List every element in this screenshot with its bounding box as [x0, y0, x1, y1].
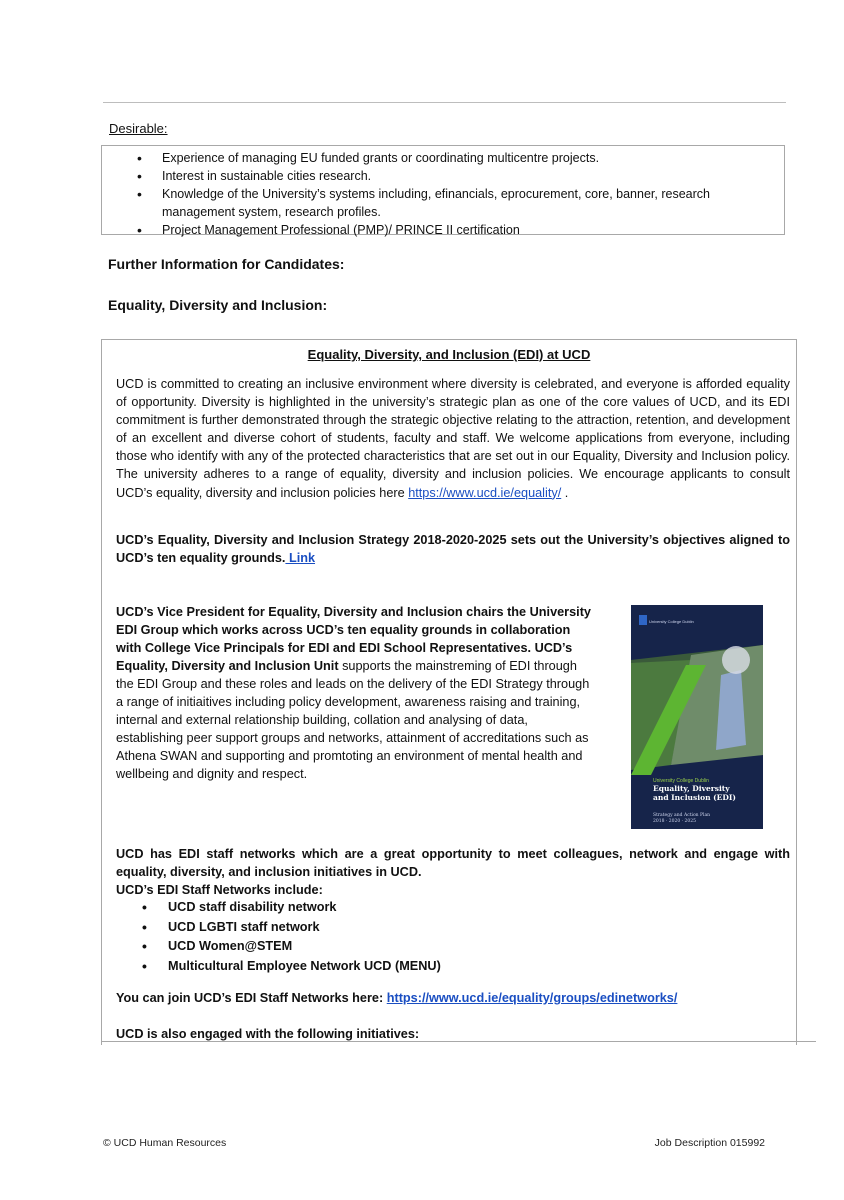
- vp-edi-bold-text: UCD’s Vice President for Equality, Diversity and Inclusion chairs the University EDI Group which works across UCD’s ten equality grounds in collaboration with College Vice Principals for EDI and EDI School Representatives. UCD’s Equality, Diversity and Inclusion Unit: [116, 605, 591, 673]
- desirable-list: [102, 149, 784, 239]
- edi-strategy-link[interactable]: Link: [285, 551, 316, 566]
- list-item: • UCD Women@STEM: [142, 937, 441, 957]
- list-item: • Experience of managing EU funded grants or coordinating multicentre projects.: [102, 149, 784, 167]
- cover-plan-line: 2018 · 2020 · 2025: [653, 818, 696, 824]
- cover-small-text: University College Dublin: [649, 619, 694, 624]
- edi-box: [101, 339, 797, 1045]
- list-item: • Multicultural Employee Network UCD (MENU): [142, 957, 441, 977]
- staff-networks-text: UCD has EDI staff networks which are a great opportunity to meet colleagues, network and engage with equality, diversity, and inclusion initiatives in UCD.: [116, 847, 790, 880]
- cover-title-line: Equality, Diversity: [653, 784, 730, 793]
- footer-job-id: Job Description 015992: [654, 1137, 765, 1149]
- top-divider: [103, 102, 786, 103]
- edi-commitment-paragraph: [116, 375, 790, 502]
- desirable-box: [101, 145, 785, 235]
- ucd-crest-icon: [639, 615, 647, 625]
- further-info-heading: Further Information for Candidates:: [108, 256, 345, 272]
- edi-box-bottom-border: [101, 1041, 816, 1042]
- edi-strategy-text: UCD’s Equality, Diversity and Inclusion Strategy 2018-2020-2025 sets out the University’s objectives aligned to UCD’s ten equality grounds.: [116, 533, 790, 566]
- join-networks-text: You can join UCD’s EDI Staff Networks here:: [116, 991, 387, 1005]
- list-item: • Interest in sustainable cities research.: [102, 167, 784, 185]
- edi-strategy-cover-image: [631, 605, 763, 829]
- join-networks-paragraph: [116, 989, 790, 1007]
- staff-networks-include: UCD’s EDI Staff Networks include:: [116, 883, 323, 898]
- list-item: • UCD staff disability network: [142, 898, 441, 918]
- list-item: • Project Management Professional (PMP)/ PRINCE II certification: [102, 221, 784, 239]
- desirable-label: Desirable:: [109, 121, 168, 136]
- staff-networks-paragraph: [116, 845, 790, 899]
- vp-edi-text: supports the mainstreming of EDI through the EDI Group and these roles and leads on the delivery of the EDI Strategy through a range of initiaitives including policy development, awareness raising and training, internal and external relationship building, collation and analysing of data, establishing peer support groups and networks, attainment of accreditations such as Athena SWAN and supporting and promtoting an environment of mental health and wellbeing and dignity and respect.: [116, 659, 590, 781]
- edi-box-title: Equality, Diversity, and Inclusion (EDI) at UCD: [307, 347, 591, 362]
- equality-policy-link[interactable]: https://www.ucd.ie/equality/: [408, 485, 562, 500]
- cover-title: [653, 785, 736, 802]
- edi-commitment-end: .: [561, 485, 569, 500]
- footer-copyright: © UCD Human Resources: [103, 1137, 227, 1149]
- initiatives-paragraph: UCD is also engaged with the following initiatives:: [116, 1027, 420, 1041]
- cover-title-line: and Inclusion (EDI): [653, 792, 736, 802]
- edi-networks-link[interactable]: https://www.ucd.ie/equality/groups/edinetworks/: [386, 991, 678, 1005]
- edi-commitment-text: UCD is committed to creating an inclusive environment where diversity is celebrated, and everyone is afforded equality of opportunity. Diversity is highlighted in the university’s strategic plan as one of the core values of UCD, and its EDI commitment is further demonstrated through the strategic objective relating to the attraction, retention, and development of an excellent and diverse cohort of students, faculty and staff. We welcome applications from everyone, including those who identify with any of the protected characteristics that are set out in our Equality, Diversity and Inclusion policy. The university adheres to a range of equality, diversity and inclusion policies. We encourage applicants to consult UCD’s equality, diversity and inclusion policies here: [116, 377, 790, 500]
- cover-plan-line: Strategy and Action Plan: [653, 813, 711, 818]
- edi-strategy-paragraph: [116, 531, 790, 567]
- list-item: • UCD LGBTI staff network: [142, 918, 441, 938]
- vp-edi-paragraph: [116, 603, 596, 783]
- staff-networks-list: [142, 898, 441, 976]
- cover-subtitle: University College Dublin: [653, 778, 709, 784]
- list-item: • Knowledge of the University’s systems including, efinancials, eprocurement, core, banner, research management system, research profiles.: [102, 185, 784, 221]
- cover-plan: [653, 813, 710, 824]
- edi-heading: Equality, Diversity and Inclusion:: [108, 297, 328, 313]
